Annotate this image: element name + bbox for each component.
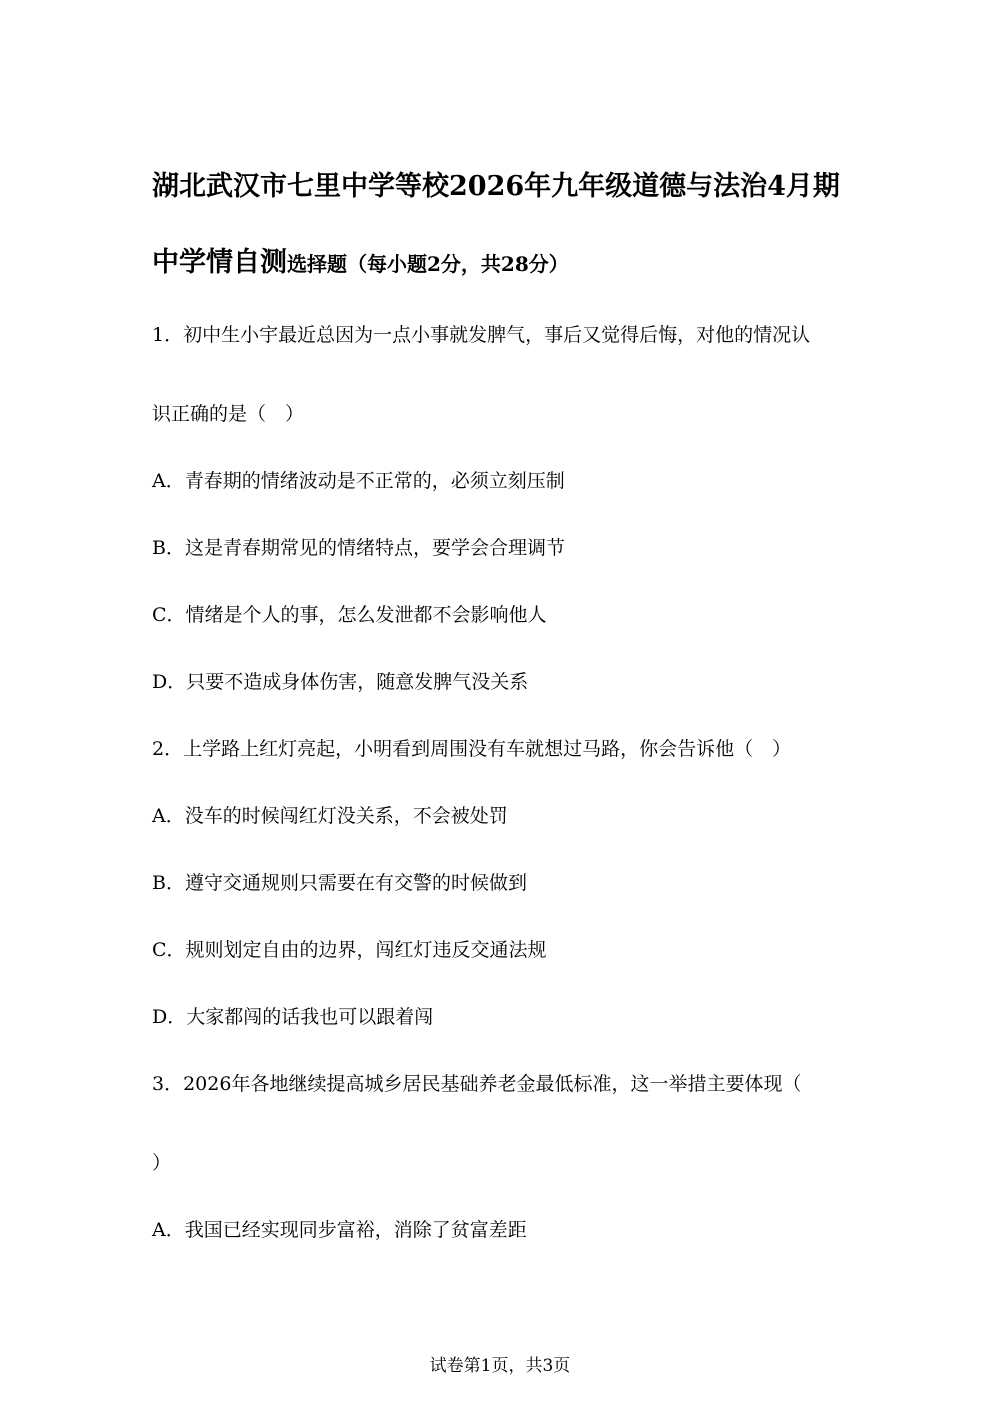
- question-1-option-b: B．这是青春期常见的情绪特点，要学会合理调节: [152, 537, 565, 559]
- page-number-label: 试卷第1页，共3页: [429, 1356, 571, 1376]
- question-1-option-a: A．青春期的情绪波动是不正常的，必须立刻压制: [152, 470, 565, 492]
- question-1-stem-line-1: 1．初中生小宇最近总因为一点小事就发脾气，事后又觉得后悔，对他的情况认: [152, 324, 811, 346]
- question-3-stem-line-1: 3．2026年各地继续提高城乡居民基础养老金最低标准，这一举措主要体现（: [152, 1073, 802, 1095]
- question-3-stem-line-2: ）: [152, 1152, 172, 1174]
- document-title-text-1: 湖北武汉市七里中学等校2026年九年级道德与法治4月期: [152, 171, 840, 202]
- section-heading: 选择题（每小题2分，共28分）: [287, 252, 569, 276]
- question-2-option-d: D．大家都闯的话我也可以跟着闯: [152, 1006, 434, 1028]
- question-1-option-c: C．情绪是个人的事，怎么发泄都不会影响他人: [152, 604, 547, 626]
- question-3-option-a: A．我国已经实现同步富裕，消除了贫富差距: [152, 1219, 527, 1241]
- question-2-stem-line-1: 2．上学路上红灯亮起，小明看到周围没有车就想过马路，你会告诉他（ ）: [152, 738, 792, 760]
- page-footer: [0, 1355, 1000, 1377]
- document-title-line-1: [152, 170, 840, 204]
- question-2-option-a: A．没车的时候闯红灯没关系，不会被处罚: [152, 805, 508, 827]
- question-2-option-b: B．遵守交通规则只需要在有交警的时候做到: [152, 872, 527, 894]
- question-2-option-c: C．规则划定自由的边界，闯红灯违反交通法规: [152, 939, 547, 961]
- question-1-stem-line-2: 识正确的是（ ）: [152, 403, 305, 425]
- document-title-text-2: 中学情自测: [152, 247, 287, 278]
- document-title-line-2: [152, 246, 569, 281]
- question-1-option-d: D．只要不造成身体伤害，随意发脾气没关系: [152, 671, 529, 693]
